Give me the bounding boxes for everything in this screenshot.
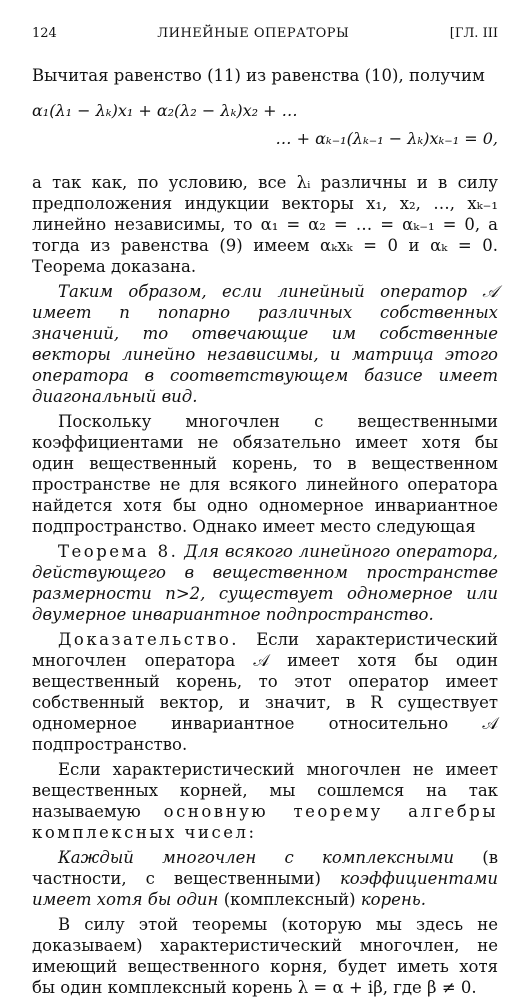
theorem-label: Теорема 8. bbox=[58, 542, 179, 561]
fundamental-part-1: Каждый многочлен с комплексными bbox=[58, 848, 455, 867]
paragraph-real-polynomial: Поскольку многочлен с вещественными коэффициентами не обязательно имеет хотя бы один вещественный корень, то в вещественном пространстве не для всякого линейного оператора найдется хотя бы одно одномерное инвариантное подпространство. Однако имеет место следующая bbox=[32, 412, 498, 536]
proof bbox=[32, 629, 498, 755]
paragraph-complex-root: В силу этой теоремы (которую мы здесь не доказываем) характеристический многочлен, не имеющий вещественного корня, будет иметь хотя бы один комплексный корень λ = α + iβ, где β ≠ 0. bbox=[32, 915, 498, 997]
equation-line-1: α₁(λ₁ − λₖ)x₁ + α₂(λ₂ − λₖ)x₂ + … bbox=[32, 101, 298, 120]
fundamental-part-4: (комплексный) bbox=[223, 890, 356, 909]
running-title: ЛИНЕЙНЫЕ ОПЕРАТОРЫ bbox=[157, 26, 350, 41]
fundamental-theorem-name: основную теорему алгебры комплексных чисел: bbox=[32, 802, 498, 842]
chapter-label: [ГЛ. III bbox=[449, 26, 498, 41]
fundamental-theorem-statement bbox=[32, 847, 498, 910]
fundamental-part-3: коэффициентами имеет хотя бы один bbox=[32, 869, 499, 909]
fundamental-intro-text: Если характеристический многочлен не имеет вещественных корней, мы сошлемся на так называемую bbox=[32, 760, 498, 821]
theorem-8 bbox=[32, 541, 498, 625]
fundamental-part-5: корень. bbox=[360, 890, 427, 909]
fundamental-part-2: (в частности, с вещественными) bbox=[32, 848, 499, 888]
proof-label: Доказательство. bbox=[58, 630, 240, 649]
proof-text: Если характеристический многочлен оператора 𝒜 имеет хотя бы один вещественный корень, то этот оператор имеет собственный вектор, и значит, в R существует одномерное инвариантное относительно 𝒜 подпространство. bbox=[32, 630, 498, 754]
equation-line-2: … + αₖ₋₁(λₖ₋₁ − λₖ)xₖ₋₁ = 0, bbox=[275, 129, 498, 148]
paragraph-conclusion: Таким образом, если линейный оператор 𝒜 имеет n попарно различных собственных значений, то отвечающие им собственные векторы линейно независимы, и матрица этого оператора в соответствующем базисе имеет диагональный вид. bbox=[32, 282, 498, 406]
theorem-statement: Для всякого линейного оператора, действующего в вещественном пространстве размерности n>2, существует одномерное или двумерное инвариантное подпространство. bbox=[32, 542, 498, 624]
paragraph-independence: а так как, по условию, все λᵢ различны и в силу предположения индукции векторы x₁, x₂, …, xₖ₋₁ линейно независимы, то α₁ = α₂ = … = αₖ₋₁ = 0, а тогда из равенства (9) имеем αₖxₖ = 0 и αₖ = 0. Теорема доказана. bbox=[32, 173, 498, 276]
page-header bbox=[32, 26, 498, 41]
intro-sentence: Вычитая равенство (11) из равенства (10), получим bbox=[32, 66, 485, 85]
paragraph-fundamental-intro bbox=[32, 759, 498, 843]
page-number: 124 bbox=[32, 26, 57, 41]
